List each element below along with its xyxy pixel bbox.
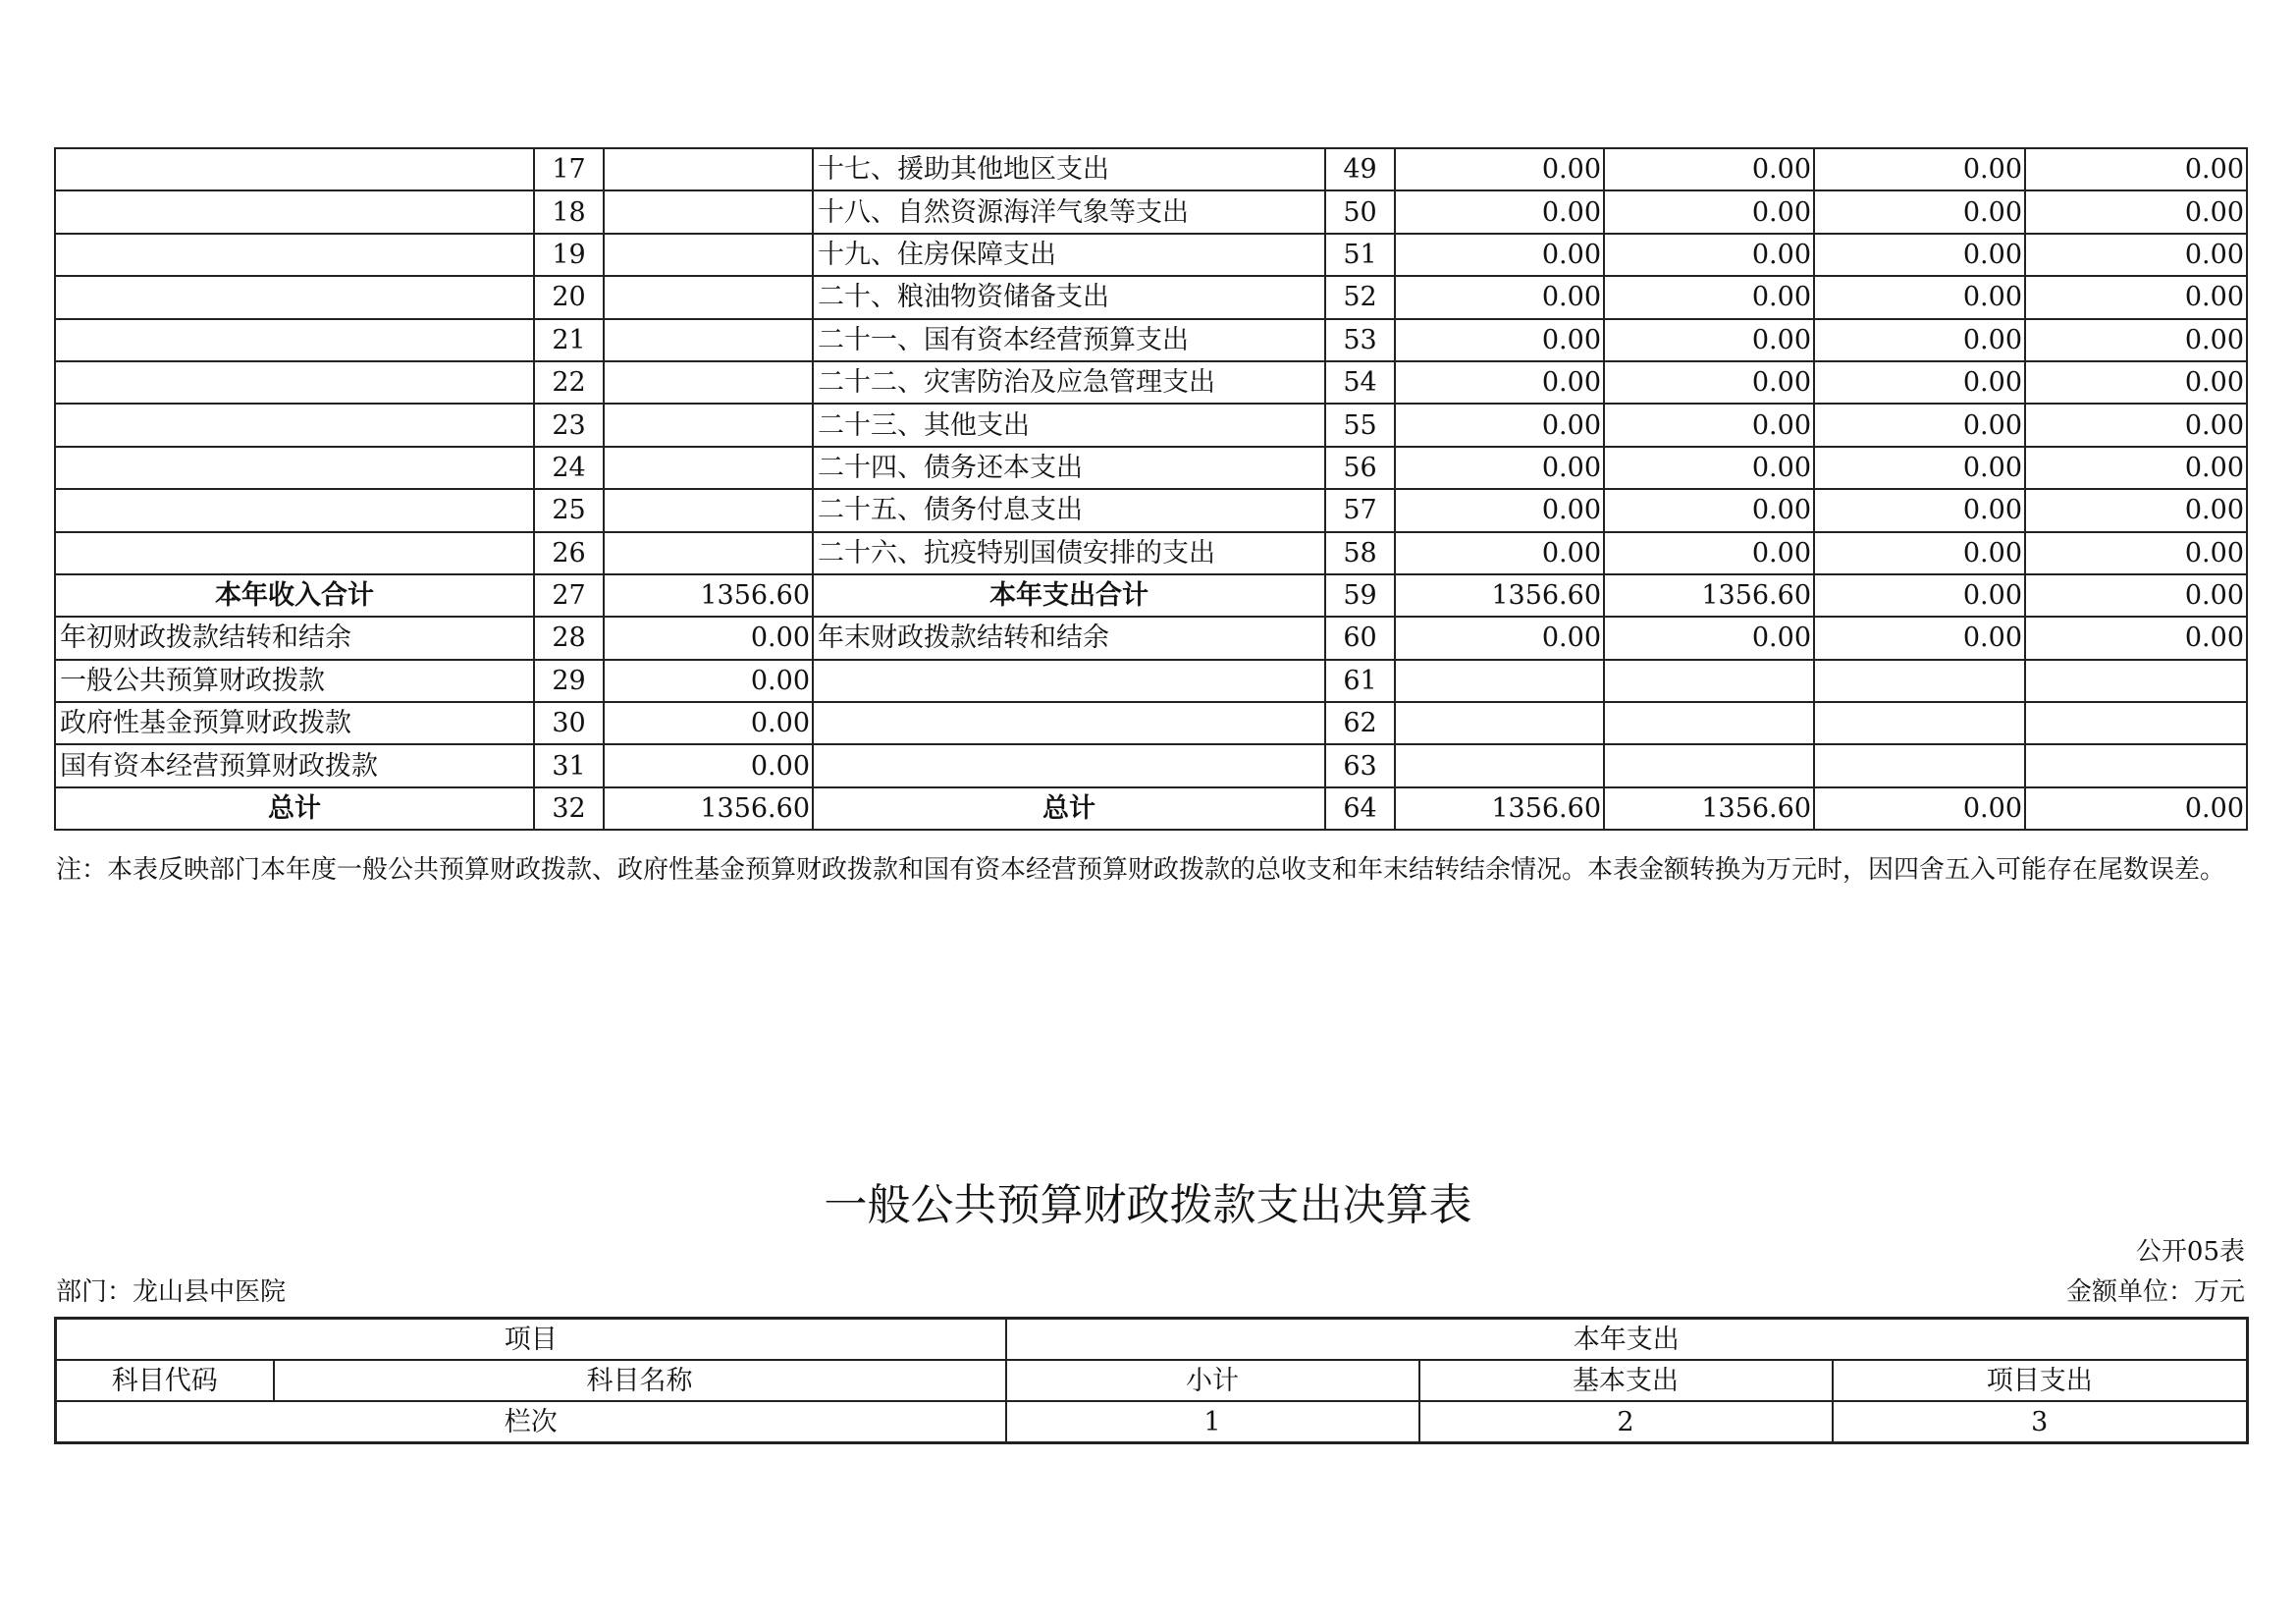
expense-line-no-cell: 63 bbox=[1325, 744, 1395, 786]
expense-col2-cell: 0.00 bbox=[1604, 532, 1814, 574]
income-item-cell bbox=[55, 361, 534, 404]
income-amount-cell bbox=[604, 148, 813, 190]
expense-col4-cell: 0.00 bbox=[2025, 404, 2247, 446]
expense-total-cell: 0.00 bbox=[1395, 190, 1604, 233]
table-row bbox=[55, 702, 2247, 744]
income-item-cell bbox=[55, 148, 534, 190]
expense-line-no-cell: 58 bbox=[1325, 532, 1395, 574]
expense-col3-cell: 0.00 bbox=[1814, 617, 2025, 659]
expense-item-cell: 二十六、抗疫特别国债安排的支出 bbox=[813, 532, 1325, 574]
income-line-no-cell: 30 bbox=[534, 702, 604, 744]
expense-col2-cell: 0.00 bbox=[1604, 190, 1814, 233]
expense-col2-cell: 0.00 bbox=[1604, 276, 1814, 318]
table-row bbox=[55, 574, 2247, 617]
income-line-no-cell: 28 bbox=[534, 617, 604, 659]
expense-col2-cell bbox=[1604, 660, 1814, 702]
table-row bbox=[55, 447, 2247, 489]
expense-col4-cell: 0.00 bbox=[2025, 447, 2247, 489]
expense-col2-cell: 0.00 bbox=[1604, 361, 1814, 404]
income-item-cell: 本年收入合计 bbox=[55, 574, 534, 617]
expense-col4-cell bbox=[2025, 744, 2247, 786]
income-item-cell: 政府性基金预算财政拨款 bbox=[55, 702, 534, 744]
income-item-cell: 国有资本经营预算财政拨款 bbox=[55, 744, 534, 786]
expense-line-no-cell: 64 bbox=[1325, 787, 1395, 830]
income-amount-cell bbox=[604, 447, 813, 489]
income-item-cell: 总计 bbox=[55, 787, 534, 830]
income-amount-cell: 1356.60 bbox=[604, 787, 813, 830]
header-basic-expense: 基本支出 bbox=[1419, 1360, 1833, 1401]
expense-total-cell bbox=[1395, 744, 1604, 786]
expense-item-cell bbox=[813, 702, 1325, 744]
table-row bbox=[55, 744, 2247, 786]
expense-line-no-cell: 56 bbox=[1325, 447, 1395, 489]
income-item-cell bbox=[55, 190, 534, 233]
table-row bbox=[55, 787, 2247, 830]
income-amount-cell bbox=[604, 532, 813, 574]
income-line-no-cell: 31 bbox=[534, 744, 604, 786]
expense-total-cell: 0.00 bbox=[1395, 276, 1604, 318]
income-line-no-cell: 17 bbox=[534, 148, 604, 190]
expense-total-cell: 0.00 bbox=[1395, 447, 1604, 489]
expense-line-no-cell: 50 bbox=[1325, 190, 1395, 233]
expense-col3-cell: 0.00 bbox=[1814, 574, 2025, 617]
expense-col4-cell: 0.00 bbox=[2025, 532, 2247, 574]
expense-col2-cell bbox=[1604, 702, 1814, 744]
income-item-cell bbox=[55, 276, 534, 318]
income-amount-cell bbox=[604, 319, 813, 361]
expense-line-no-cell: 51 bbox=[1325, 234, 1395, 276]
expense-line-no-cell: 55 bbox=[1325, 404, 1395, 446]
table-row bbox=[55, 404, 2247, 446]
expense-col2-cell: 0.00 bbox=[1604, 148, 1814, 190]
income-line-no-cell: 18 bbox=[534, 190, 604, 233]
expense-col2-cell bbox=[1604, 744, 1814, 786]
table-row bbox=[55, 190, 2247, 233]
expense-col3-cell bbox=[1814, 660, 2025, 702]
expense-col4-cell: 0.00 bbox=[2025, 574, 2247, 617]
expense-item-cell: 十七、援助其他地区支出 bbox=[813, 148, 1325, 190]
expense-col4-cell: 0.00 bbox=[2025, 489, 2247, 531]
expense-col3-cell: 0.00 bbox=[1814, 148, 2025, 190]
income-amount-cell bbox=[604, 489, 813, 531]
expense-col2-cell: 0.00 bbox=[1604, 234, 1814, 276]
expense-item-cell: 十九、住房保障支出 bbox=[813, 234, 1325, 276]
income-amount-cell bbox=[604, 276, 813, 318]
income-amount-cell bbox=[604, 404, 813, 446]
expense-col3-cell bbox=[1814, 744, 2025, 786]
column-index-2: 2 bbox=[1419, 1401, 1833, 1443]
expense-col3-cell: 0.00 bbox=[1814, 190, 2025, 233]
table-row-column-index bbox=[56, 1401, 2248, 1443]
income-line-no-cell: 22 bbox=[534, 361, 604, 404]
income-line-no-cell: 19 bbox=[534, 234, 604, 276]
expense-col4-cell: 0.00 bbox=[2025, 787, 2247, 830]
expense-total-cell bbox=[1395, 702, 1604, 744]
income-item-cell bbox=[55, 532, 534, 574]
expense-item-cell: 本年支出合计 bbox=[813, 574, 1325, 617]
expense-line-no-cell: 52 bbox=[1325, 276, 1395, 318]
expense-line-no-cell: 60 bbox=[1325, 617, 1395, 659]
expenditure-table bbox=[54, 1317, 2249, 1444]
income-item-cell bbox=[55, 489, 534, 531]
expense-col2-cell: 1356.60 bbox=[1604, 574, 1814, 617]
income-line-no-cell: 24 bbox=[534, 447, 604, 489]
table-row bbox=[55, 319, 2247, 361]
expense-col2-cell: 0.00 bbox=[1604, 489, 1814, 531]
expense-total-cell: 0.00 bbox=[1395, 404, 1604, 446]
expense-col4-cell: 0.00 bbox=[2025, 319, 2247, 361]
table-row bbox=[55, 361, 2247, 404]
table-note: 注：本表反映部门本年度一般公共预算财政拨款、政府性基金预算财政拨款和国有资本经营预算财政拨款的总收支和年末结转结余情况。本表金额转换为万元时，因四舍五入可能存在尾数误差。 bbox=[56, 855, 2226, 885]
revenue-expense-table-body bbox=[55, 148, 2247, 830]
department-label: 部门：龙山县中医院 bbox=[56, 1277, 287, 1307]
expense-col3-cell: 0.00 bbox=[1814, 234, 2025, 276]
income-line-no-cell: 26 bbox=[534, 532, 604, 574]
expense-item-cell: 二十五、债务付息支出 bbox=[813, 489, 1325, 531]
table-row bbox=[55, 234, 2247, 276]
expense-total-cell: 1356.60 bbox=[1395, 574, 1604, 617]
expense-total-cell: 0.00 bbox=[1395, 489, 1604, 531]
income-item-cell bbox=[55, 234, 534, 276]
expense-total-cell: 0.00 bbox=[1395, 319, 1604, 361]
header-project: 项目 bbox=[56, 1319, 1006, 1361]
income-amount-cell bbox=[604, 234, 813, 276]
expense-total-cell: 0.00 bbox=[1395, 361, 1604, 404]
header-subtotal: 小计 bbox=[1006, 1360, 1419, 1401]
table-row bbox=[55, 617, 2247, 659]
expense-total-cell: 1356.60 bbox=[1395, 787, 1604, 830]
income-item-cell: 年初财政拨款结转和结余 bbox=[55, 617, 534, 659]
income-amount-cell: 0.00 bbox=[604, 617, 813, 659]
income-line-no-cell: 25 bbox=[534, 489, 604, 531]
row-label: 栏次 bbox=[56, 1401, 1006, 1443]
expense-item-cell: 年末财政拨款结转和结余 bbox=[813, 617, 1325, 659]
expense-item-cell: 二十三、其他支出 bbox=[813, 404, 1325, 446]
table-header-row bbox=[56, 1319, 2248, 1361]
column-index-3: 3 bbox=[1833, 1401, 2248, 1443]
expense-col4-cell: 0.00 bbox=[2025, 276, 2247, 318]
income-amount-cell: 0.00 bbox=[604, 702, 813, 744]
expense-total-cell: 0.00 bbox=[1395, 234, 1604, 276]
income-line-no-cell: 27 bbox=[534, 574, 604, 617]
header-project-expense: 项目支出 bbox=[1833, 1360, 2248, 1401]
expense-col3-cell: 0.00 bbox=[1814, 404, 2025, 446]
income-line-no-cell: 29 bbox=[534, 660, 604, 702]
table-row bbox=[55, 148, 2247, 190]
expense-col2-cell: 0.00 bbox=[1604, 447, 1814, 489]
expense-item-cell: 二十四、债务还本支出 bbox=[813, 447, 1325, 489]
expense-total-cell: 0.00 bbox=[1395, 148, 1604, 190]
income-amount-cell: 0.00 bbox=[604, 660, 813, 702]
expense-col4-cell: 0.00 bbox=[2025, 148, 2247, 190]
expense-col4-cell bbox=[2025, 660, 2247, 702]
table-row bbox=[55, 532, 2247, 574]
expense-line-no-cell: 53 bbox=[1325, 319, 1395, 361]
expense-item-cell: 总计 bbox=[813, 787, 1325, 830]
expense-col2-cell: 1356.60 bbox=[1604, 787, 1814, 830]
page-title: 一般公共预算财政拨款支出决算表 bbox=[824, 1180, 1472, 1230]
expense-col3-cell: 0.00 bbox=[1814, 447, 2025, 489]
expense-total-cell bbox=[1395, 660, 1604, 702]
expense-item-cell: 十八、自然资源海洋气象等支出 bbox=[813, 190, 1325, 233]
expense-item-cell: 二十一、国有资本经营预算支出 bbox=[813, 319, 1325, 361]
expense-col2-cell: 0.00 bbox=[1604, 617, 1814, 659]
header-subject-code: 科目代码 bbox=[56, 1360, 274, 1401]
expense-col4-cell: 0.00 bbox=[2025, 190, 2247, 233]
income-item-cell bbox=[55, 404, 534, 446]
expense-col2-cell: 0.00 bbox=[1604, 319, 1814, 361]
expense-col3-cell: 0.00 bbox=[1814, 787, 2025, 830]
expense-col3-cell: 0.00 bbox=[1814, 361, 2025, 404]
column-index-1: 1 bbox=[1006, 1401, 1419, 1443]
income-amount-cell: 0.00 bbox=[604, 744, 813, 786]
expense-line-no-cell: 57 bbox=[1325, 489, 1395, 531]
table-row bbox=[55, 489, 2247, 531]
income-line-no-cell: 21 bbox=[534, 319, 604, 361]
expense-col2-cell: 0.00 bbox=[1604, 404, 1814, 446]
expense-col3-cell: 0.00 bbox=[1814, 532, 2025, 574]
income-item-cell bbox=[55, 447, 534, 489]
expense-item-cell bbox=[813, 744, 1325, 786]
expense-col3-cell: 0.00 bbox=[1814, 319, 2025, 361]
income-line-no-cell: 20 bbox=[534, 276, 604, 318]
income-line-no-cell: 32 bbox=[534, 787, 604, 830]
expense-line-no-cell: 61 bbox=[1325, 660, 1395, 702]
expense-col4-cell: 0.00 bbox=[2025, 361, 2247, 404]
income-item-cell bbox=[55, 319, 534, 361]
income-line-no-cell: 23 bbox=[534, 404, 604, 446]
income-amount-cell bbox=[604, 361, 813, 404]
expense-col3-cell: 0.00 bbox=[1814, 489, 2025, 531]
expense-total-cell: 0.00 bbox=[1395, 617, 1604, 659]
table-row bbox=[55, 660, 2247, 702]
income-amount-cell bbox=[604, 190, 813, 233]
table-row bbox=[55, 276, 2247, 318]
expense-line-no-cell: 59 bbox=[1325, 574, 1395, 617]
expense-line-no-cell: 62 bbox=[1325, 702, 1395, 744]
amount-unit-label: 金额单位：万元 bbox=[2065, 1277, 2245, 1307]
expense-line-no-cell: 54 bbox=[1325, 361, 1395, 404]
income-amount-cell: 1356.60 bbox=[604, 574, 813, 617]
form-number: 公开05表 bbox=[2135, 1237, 2245, 1267]
expense-item-cell bbox=[813, 660, 1325, 702]
expense-col4-cell: 0.00 bbox=[2025, 617, 2247, 659]
header-subject-name: 科目名称 bbox=[274, 1360, 1006, 1401]
expense-col4-cell bbox=[2025, 702, 2247, 744]
header-year-expense: 本年支出 bbox=[1006, 1319, 2248, 1361]
expense-col4-cell: 0.00 bbox=[2025, 234, 2247, 276]
expense-item-cell: 二十、粮油物资储备支出 bbox=[813, 276, 1325, 318]
expense-item-cell: 二十二、灾害防治及应急管理支出 bbox=[813, 361, 1325, 404]
table-subheader-row bbox=[56, 1360, 2248, 1401]
expense-col3-cell: 0.00 bbox=[1814, 276, 2025, 318]
income-item-cell: 一般公共预算财政拨款 bbox=[55, 660, 534, 702]
revenue-expense-table bbox=[54, 147, 2248, 831]
expense-col3-cell bbox=[1814, 702, 2025, 744]
expense-line-no-cell: 49 bbox=[1325, 148, 1395, 190]
expense-total-cell: 0.00 bbox=[1395, 532, 1604, 574]
